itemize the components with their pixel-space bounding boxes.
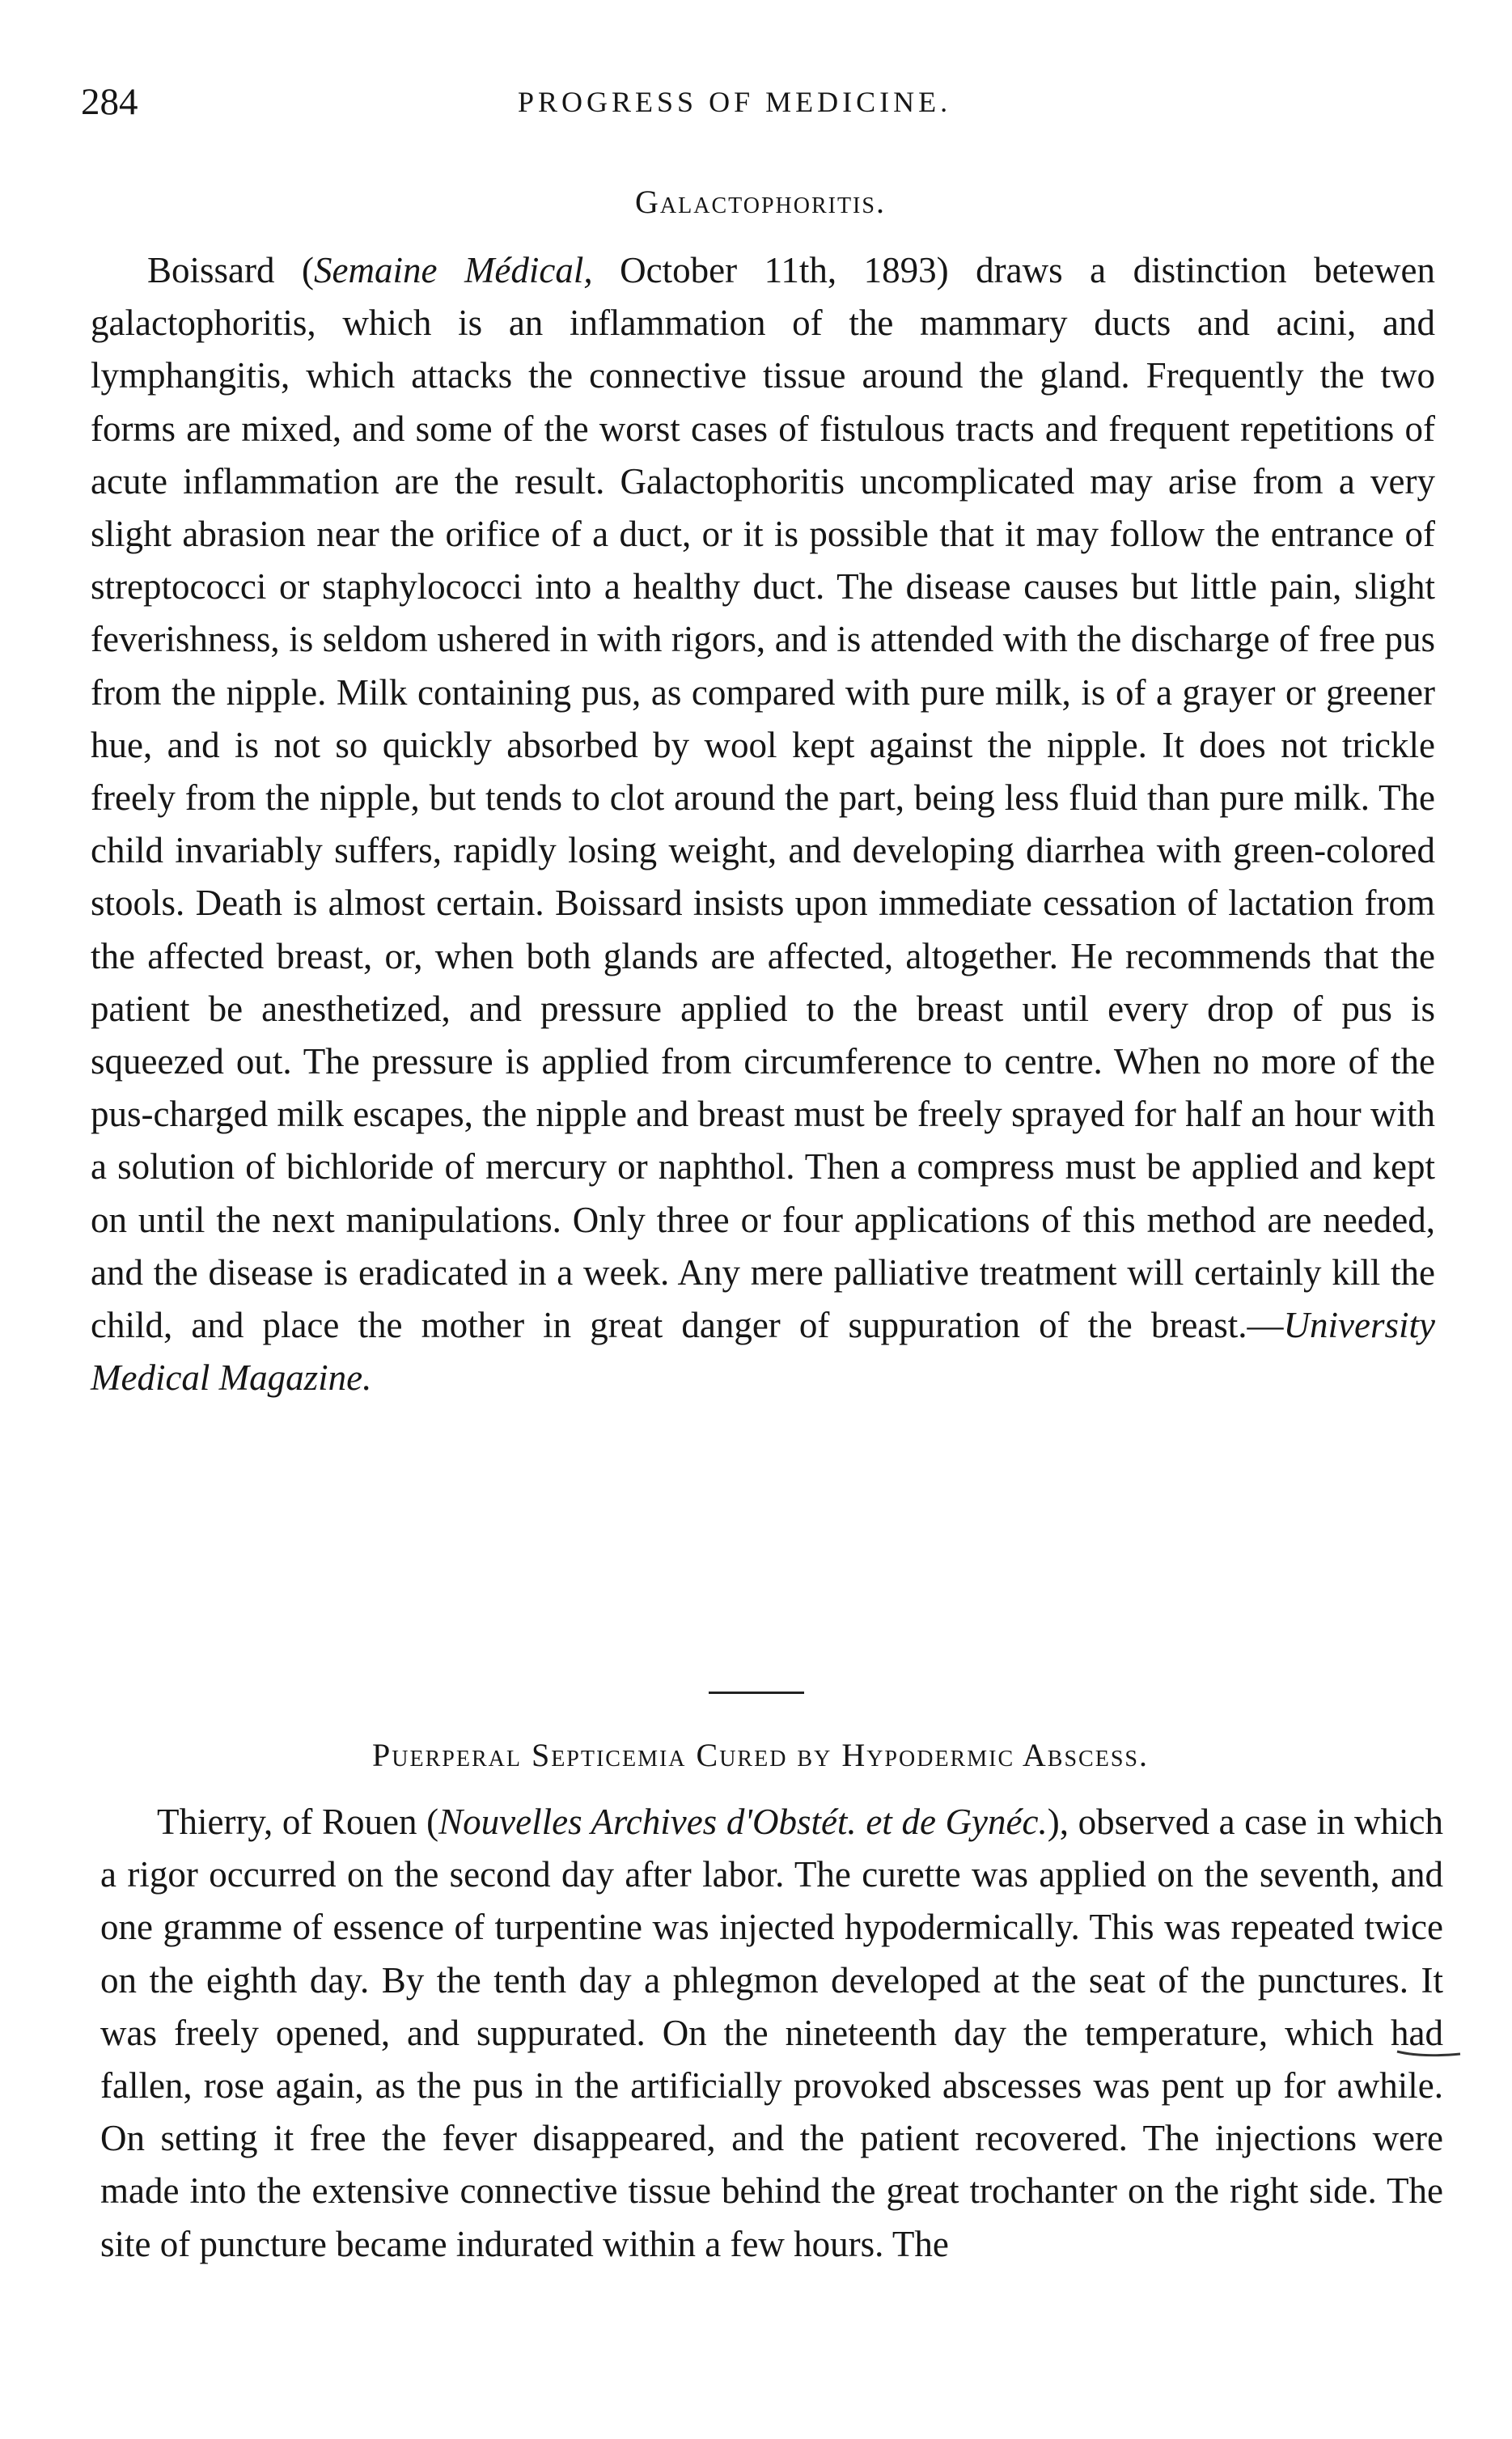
section-title-puerperal-septicemia: Puerperal Septicemia Cured by Hypodermic Abscess. (372, 1737, 1149, 1773)
paragraph-body: ), observed a case in which a rigor occurred on the second day after labor. The curette was applied on the seventh, and one gramme of essence of turpentine was injected hypodermically. This was repeated twice on the eighth day. By the tenth day a phlegmon developed at the seat of the punctures. It was freely opened, and suppurated. On the nineteenth day the temperature, which had fallen, rose again, as the pus in the artificially provoked abscesses was pent up for awhile. On setting it free the fever disappeared, and the patient recovered. The injections were made into the extensive connective tissue behind the great trochanter on the right side. The site of puncture became indurated within a few hours. The (100, 1802, 1443, 2264)
journal-citation: Nouvelles Archives d'Obstét. et de Gynéc. (438, 1802, 1048, 1842)
paragraph-body: October 11th, 1893) draws a distinction betewen galactophoritis, which is an inflammation of the mammary ducts and acini, and lymphangitis, which attacks the connective tissue around the gland. Frequently the two forms are mixed, and some of the worst cases of fistulous tracts and frequent repetitions of acute inflammation are the result. Galactophoritis uncomplicated may arise from a very slight abrasion near the orifice of a duct, or it is possible that it may follow the entrance of streptococci or staphylococci into a healthy duct. The disease causes but little pain, slight feverishness, is seldom ushered in with rigors, and is attended with the discharge of free pus from the nipple. Milk containing pus, as compared with pure milk, is of a grayer or greener hue, and is not so quickly absorbed by wool kept against the nipple. It does not trickle freely from the nipple, but tends to clot around the part, being less fluid than pure milk. The child invariably suffers, rapidly losing weight, and developing diarrhea with green-colored stools. Death is almost certain. Boissard insists upon immediate cessation of lactation from the affected breast, or, when both glands are affected, altogether. He recommends that the patient be anesthetized, and pressure applied to the breast until every drop of pus is squeezed out. The pressure is applied from circumference to centre. When no more of the pus-charged milk escapes, the nipple and breast must be freely sprayed for half an hour with a solution of bichloride of mercury or naphthol. Then a compress must be applied and kept on until the next manipulations. Only three or four applications of this method are needed, and the disease is eradicated in a week. Any mere palliative treatment will certainly kill the child, and place the mother in great danger of suppuration of the breast.— (91, 250, 1435, 1346)
running-head (81, 78, 1440, 126)
journal-citation: Semaine Médical, (314, 250, 593, 290)
paragraph-opening: Boissard ( (147, 250, 314, 290)
pencil-mark (1396, 2048, 1462, 2058)
article-paragraph-galactophoritis (91, 244, 1435, 1404)
running-title: PROGRESS OF MEDICINE. (518, 86, 952, 118)
section-divider (709, 1692, 804, 1694)
source-attribution: University Medical Magazine. (91, 1305, 1435, 1399)
article-paragraph-puerperal-septicemia (100, 1796, 1443, 2271)
section-title-galactophoritis: Galactophoritis. (635, 184, 886, 220)
page-number: 284 (81, 81, 138, 123)
paragraph-opening: Thierry, of Rouen ( (157, 1802, 439, 1842)
